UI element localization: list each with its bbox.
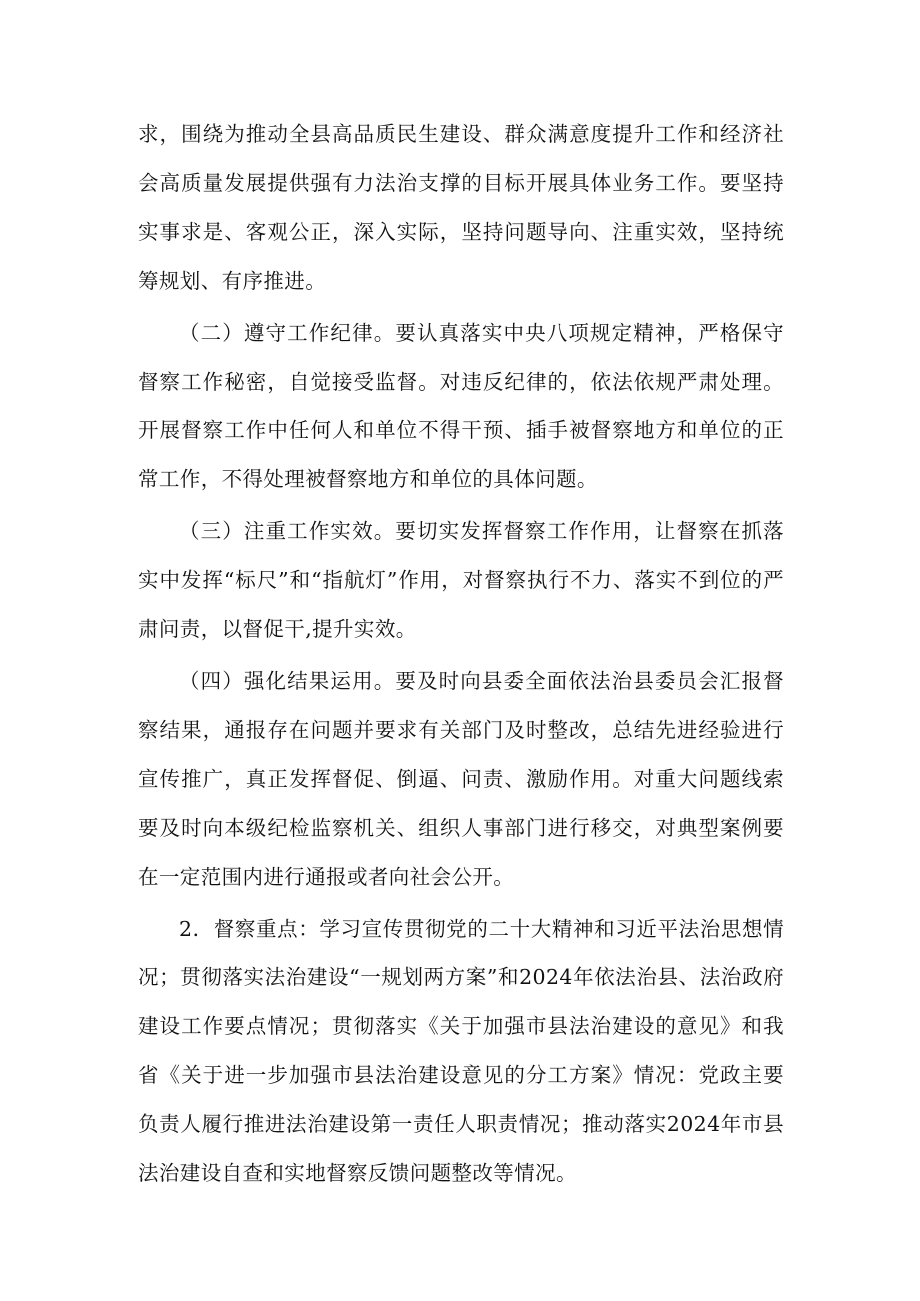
paragraph-result-application: （四）强化结果运用。要及时向县委全面依法治县委员会汇报督察结果，通报存在问题并要求有关部门及时整改，总结先进经验进行宣传推广，真正发挥督促、倒逼、问责、激励作用。对重大问题线索要及时向本级纪检监察机关、组织人事部门进行移交，对典型案例要在一定范围内进行通报或者向社会公开。 bbox=[138, 668, 784, 889]
paragraph-work-effectiveness: （三）注重工作实效。要切实发挥督察工作作用，让督察在抓落实中发挥“标尺”和“指航灯”作用，对督察执行不力、落实不到位的严肃问责，以督促干,提升实效。 bbox=[138, 519, 784, 642]
document-body bbox=[138, 110, 784, 1201]
paragraph-work-discipline: （二）遵守工作纪律。要认真落实中央八项规定精神，严格保守督察工作秘密，自觉接受监督。对违反纪律的，依法依规严肃处理。开展督察工作中任何人和单位不得干预、插手被督察地方和单位的正常工作，不得处理被督察地方和单位的具体问题。 bbox=[138, 320, 784, 492]
paragraph-inspection-focus: 2．督察重点：学习宣传贯彻党的二十大精神和习近平法治思想情况；贯彻落实法治建设“一规划两方案”和2024年依法治县、法治政府建设工作要点情况；贯彻落实《关于加强市县法治建设的意见》和我省《关于进一步加强市县法治建设意见的分工方案》情况：党政主要负责人履行推进法治建设第一责任人职责情况；推动落实2024年市县法治建设自查和实地督察反馈问题整改等情况。 bbox=[138, 916, 784, 1186]
paragraph-continuation: 求，围绕为推动全县高品质民生建设、群众满意度提升工作和经济社会高质量发展提供强有力法治支撑的目标开展具体业务工作。要坚持实事求是、客观公正，深入实际，坚持问题导向、注重实效，坚持统筹规划、有序推进。 bbox=[138, 122, 784, 293]
